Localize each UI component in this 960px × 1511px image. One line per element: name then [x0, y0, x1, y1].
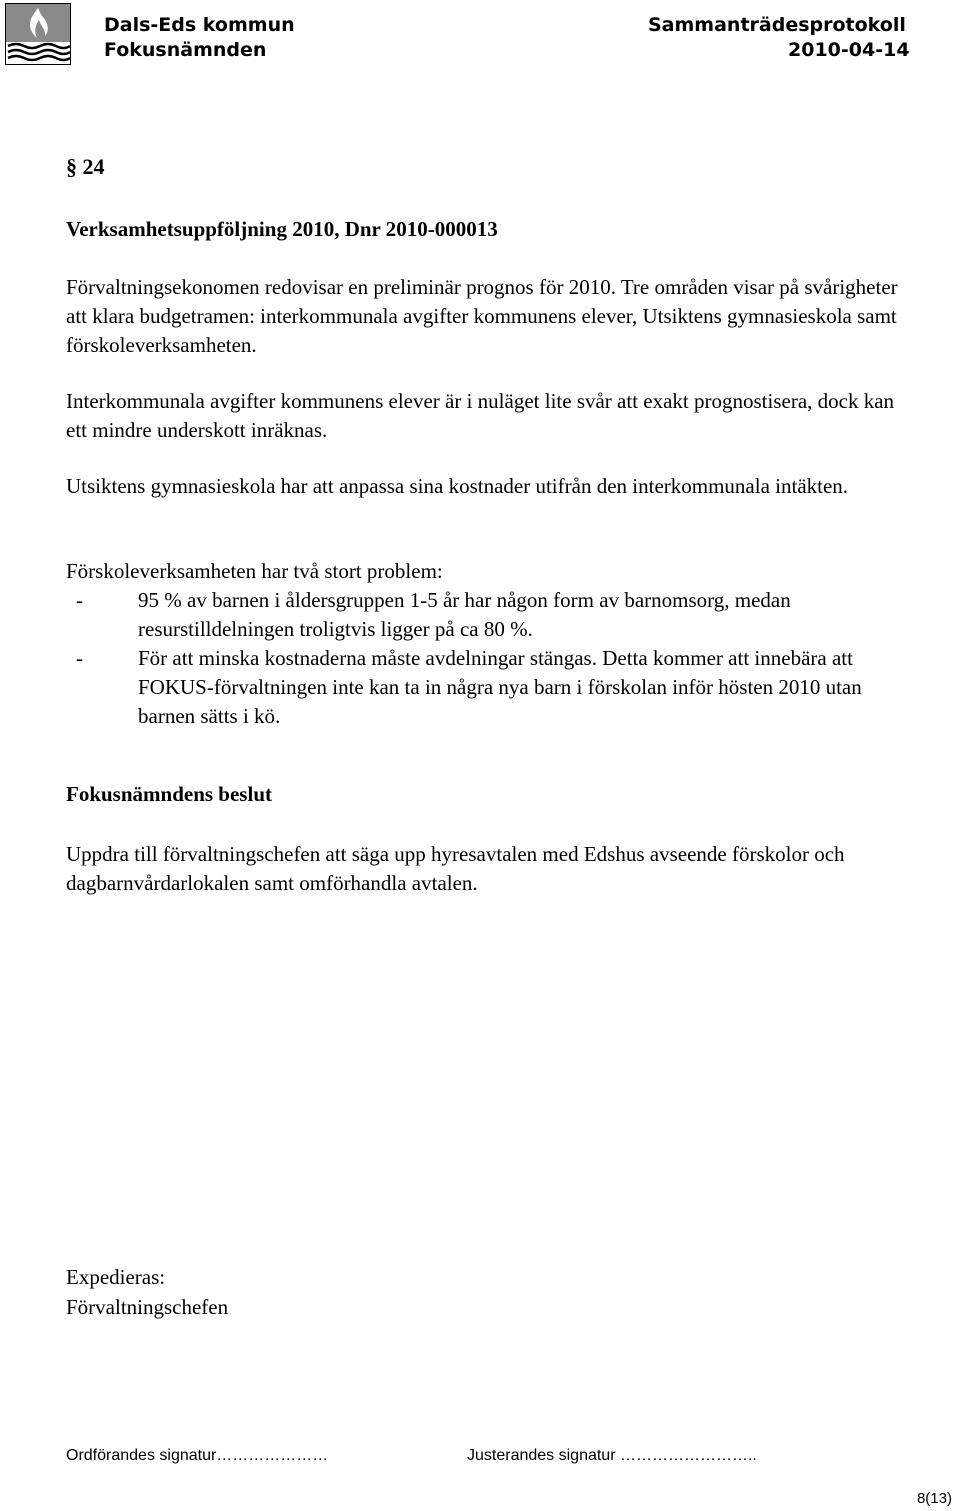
- list-item: - 95 % av barnen i åldersgruppen 1-5 år har någon form av barnomsorg, medan resurstilldelningen troligtvis ligger på ca 80 %.: [76, 588, 791, 641]
- section-title: Verksamhetsuppföljning 2010, Dnr 2010-000013: [66, 217, 498, 241]
- problem-list: [66, 586, 916, 731]
- document-type: Sammanträdesprotokoll: [648, 14, 906, 36]
- chair-signature: Ordförandes signatur…………………: [66, 1447, 329, 1464]
- decision-text: Uppdra till förvaltningschefen att säga upp hyresavtalen med Edshus avseende förskolor och dagbarnvårdarlokalen samt omförhandla avtalen.: [66, 842, 845, 895]
- paragraph-utsiktens: Utsiktens gymnasieskola har att anpassa sina kostnader utifrån den interkommunala intäkten.: [66, 474, 849, 498]
- list-item: - För att minska kostnaderna måste avdelningar stängas. Detta kommer att innebära att FOKUS-förvaltningen inte kan ta in några nya barn i förskolan inför hösten 2010 utan barnen sätts i kö.: [76, 646, 862, 728]
- section-number: § 24: [66, 154, 105, 179]
- expedition-label: Expedieras:: [66, 1265, 166, 1289]
- committee-name: Fokusnämnden: [104, 39, 267, 61]
- page-number: 8(13): [916, 1490, 952, 1507]
- municipality-name: Dals-Eds kommun: [104, 14, 295, 36]
- expedition-block: [66, 1262, 228, 1322]
- adjuster-signature: Justerandes signatur ……………………..: [467, 1447, 757, 1464]
- paragraph-interkommunala: Interkommunala avgifter kommunens elever är i nuläget lite svår att exakt prognostisera, dock kan ett mindre underskott inräknas.: [66, 389, 895, 442]
- paragraph-prognosis: Förvaltningsekonomen redovisar en preliminär prognos för 2010. Tre områden visar på svårigheter att klara budgetramen: interkommunala avgifter kommunens elever, Utsiktens gymnasieskola samt förskoleverksamheten.: [66, 275, 898, 357]
- meeting-date: 2010-04-14: [788, 39, 910, 61]
- municipality-logo: [4, 2, 72, 66]
- expedition-recipient: Förvaltningschefen: [66, 1295, 229, 1319]
- paragraph-forskola-intro: Förskoleverksamheten har två stort problem:: [66, 559, 443, 583]
- decision-heading: Fokusnämndens beslut: [66, 782, 272, 806]
